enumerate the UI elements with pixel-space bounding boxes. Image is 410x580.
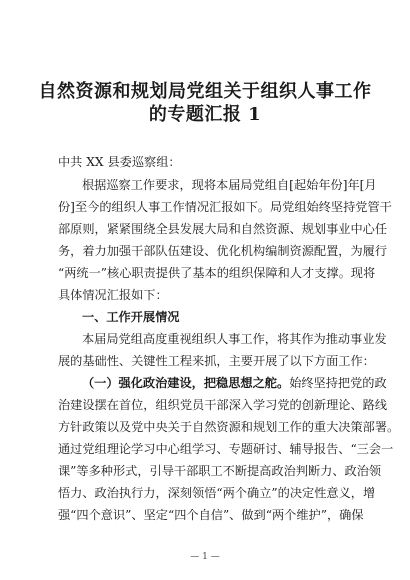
addressee: 中共 XX 县委巡察组： [58,155,181,169]
document-title-line-1: 自然资源和规划局党组关于组织人事工作 [38,81,372,102]
section-1-heading: 一、工作开展情况 [82,310,180,324]
intro-line-6: 具体情况汇报如下： [58,288,168,302]
intro-line-4: 务，着力加强干部队伍建设、优化机构编制资源配置，为履行 [58,244,388,258]
subsection-1-line-4: 课”等多种形式，引导干部职工不断提高政治判断力、政治领 [58,464,382,478]
section-1-line-1: 本届局党组高度重视组织人事工作，将其作为推动事业发 [82,332,387,346]
page-number: — 1 — [190,552,220,562]
subsection-1-line-5: 悟力、政治执行力，深刻领悟“两个确立”的决定性意义，增 [58,486,376,500]
intro-line-2: 份]至今的组织人事工作情况汇报如下。局党组始终坚持党管干 [58,200,392,214]
subsection-1-line-2: 方针政策以及党中央关于自然资源和规划工作的重大决策部署。 [58,420,400,434]
intro-line-1: 根据巡察工作要求，现将本届局党组自[起始年份]年[月 [82,178,377,192]
subsection-1-line-6: 强“四个意识”、坚定“四个自信”、做到“两个维护”，确保 [58,508,364,522]
subsection-1-line-1: 治建设摆在首位，组织党员干部深入学习党的创新理论、路线 [58,398,388,412]
intro-line-3: 部原则，紧紧围绕全县发展大局和自然资源、规划事业中心任 [58,222,388,236]
subsection-1-line-3: 通过党组理论学习中心组学习、专题研讨、辅导报告、“三会一 [58,442,394,456]
document-title-line-2: 的专题汇报 1 [148,104,262,125]
subsection-1-first-line [82,375,387,391]
intro-line-5: “两统一”核心职责提供了基本的组织保障和人才支撑。现将 [58,266,376,280]
subsection-1-heading: （一）强化政治建设，把稳思想之舵。 [82,376,290,390]
section-1-line-2: 展的基础性、关键性工程来抓，主要开展了以下方面工作： [58,354,375,368]
subsection-1-first-line-rest: 始终坚持把党的政 [289,376,387,390]
